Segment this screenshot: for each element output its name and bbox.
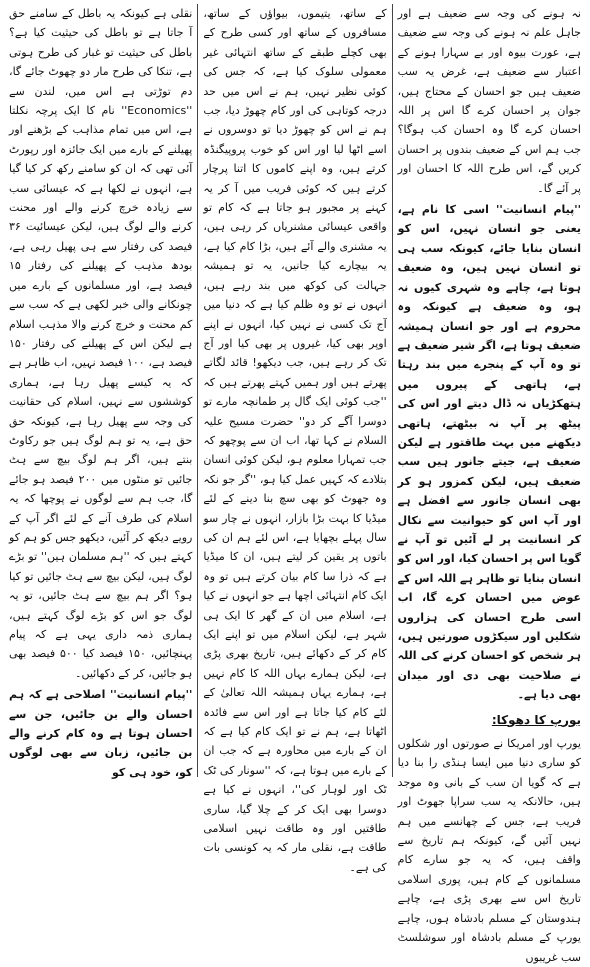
column-right xyxy=(393,4,586,964)
column-left xyxy=(4,4,197,777)
paragraph: نہ ہونے کی وجہ سے ضعیف ہے اور جاہل علم نہ ہونے کی وجہ سے ضعیف ہے، عورت بیوہ اور بے سہارا ہونے کے اعتبار سے ضعیف ہے، غرض یہ سب ضعیف ہیں جو احسان کے محتاج ہیں، جوان پر احسان کرے گا اس پر اللہ احسان کرے گا وہ احسان کب ہوگا؟ جب ہم اس کے ضعیف بندوں پر احسان کریں گے، اس طرح اللہ کا احسان اور پر آئے گا۔ xyxy=(397,7,581,195)
paragraph: کے ساتھ، یتیموں، بیواؤں کے ساتھ، مسافروں کے ساتھ اور کسی طرح کے بھی کچلے طبقے کے ساتھ انتہائی غیر معمولی سلوک کیا ہے، کہ جس کی کوئی نظیر نہیں، ہم نے اس میں حد درجہ کوتاہی کی اور کام چھوڑ دیا، جب ہم نے اس کو چھوڑ دیا تو دوسروں نے اسے اٹھا لیا اور اس کو خوب پروپیگنڈہ کرتے ہیں، وہ اپنے کاموں کا اتنا پرچار کرتے ہیں کہ کوئی فریب میں آ کر یہ کہنے پر مجبور ہو جاتا ہے کہ کام تو واقعی عیسائی مشنریاں کر رہی ہیں، یہ مشنری والے آئے ہیں، بڑا کام کیا ہے، یہ بیچارے کیا جانیں، یہ تو ہمیشہ جہالت کی کوکھ میں بند رہے ہیں، انہوں نے تو وہ ظلم کیا ہے کہ دنیا میں آج تک کسی نے نہیں کیا، انہوں نے اپنے اوپر بھی کیا، غیروں پر بھی کیا اور آج تک کر رہے ہیں، جب دیکھو! قائد لگاتے پھرتے ہیں اور ہمیں کہتے پھرتے ہیں کہ ''جب کوئی ایک گال پر طمانچہ مارے تو دوسرا آگے کر دو'' حضرت مسیح علیہ السلام نے کہا تھا، اب ان سے پوچھو کہ جب تمہارا معلوم ہو، لیکن کوئی انسان بتلادے کہ کہیں عمل کیا ہو، ''گر جو نکہ وہ جھوٹ کو بھی سچ بنا دینے کے لئے میڈیا کا بہت بڑا بازار، انہوں نے چار سو سال پہلے بچھایا ہے، اس لئے ہم ان کی باتوں پر یقین کر لیتے ہیں، ان کا میڈیا ہے کہ ذرا سا کام بیان کرتے ہیں تو وہ ایک کام انتہائی اچھا ہے جو انہوں نے کیا ہے، اسلام میں ان کے گھر کا ایک ہی شہر ہے، لیکن اسلام میں تو اپنے ایک کام کر کے دکھائے ہیں، تاریخ بھری پڑی ہے، لیکن ہمارے بہاں اللہ کا کام نہیں ہے، ہمارے یہاں ہمیشہ اللہ تعالیٰ کے لئے کام کیا جاتا ہے اور اس سے فائدہ اٹھاتا ہے، ہم نے تو ایک کام کیا ہے کہ ان کے بارے میں محاورہ ہے کہ جب ان کے بارے میں ہوتا ہے، کہ ''سونار کی ٹک ٹک اور لوہار کی''، انہوں نے کیا ہے دوسرا بھی ایک کر کے چلا گیا، ساری طاقتیں اور وہ طاقت نہیں اسلامی طاقت ہے، نقلی مار کہ یہ کونسی بات کی ہے۔ xyxy=(203,7,387,874)
paragraph: یورپ اور امریکا نے صورتوں اور شکلوں کو ساری دنیا میں ایسا ہنڈی را بنا دیا ہے کہ گویا ان سب کے بانی وہ موجد ہیں، حالانکہ یہ سب سراپا جھوٹ اور فریب ہے، جس کے چھانسے میں ہم نہیں آئیں گے، کیونکہ ہم تاریخ سے واقف ہیں، کہ یہ جو سارے کام مسلمانوں کے کام ہیں، پوری اسلامی تاریخ اس سے بھری پڑی ہے، چاہے ہندوستان کے مسلم بادشاہ ہوں، چاہے یورپ کے مسلم بادشاہ اور سوشلسٹ سب غریبوں xyxy=(397,737,581,964)
paragraph: ''پیام انسانیت'' اصلاحی ہے کہ ہم احسان والے بن جائیں، جن سے احسان ہوتا ہے وہ کام کرنے والے بن جائیں، زبان سے بھی لوگوں کو، خود ہی کو xyxy=(9,688,193,779)
paragraph: نقلی ہے کیونکہ یہ باطل کے سامنے حق آ جاتا ہے تو باطل کی حیثیت کیا ہے؟ باطل کی حیثیت تو غبار کی طرح ہوتی ہے، تنکا کی طرح مار دو چھوٹ جائے گا، دم توڑتی ہے اس میں، لندن سے ''Economics'' نام کا ایک پرچہ نکلتا ہے، اس میں تمام مذاہب کے بڑھنے اور پھیلنے کے بارے میں ایک جائزہ اور رپورٹ آئی تھی کہ ان کو سامنے رکھ کر کیا گیا ہے، انہوں نے لکھا ہے کہ عیسائی سب سے زیادہ خرچ کرنے والے اور محنت کرنے والے لوگ ہیں، لیکن عیسائیت ۳۶ فیصد کی رفتار سے ہی پھیل رہی ہے، بودھ مذہب کے پھیلنے کی رفتار ۱۵ فیصد ہے، اور مسلمانوں کے بارے میں چونکانے والی خبر لکھی ہے کہ سب سے کم محنت و خرچ کرنے والا مذہب اسلام ہے لیکن اس کے پھیلنے کی رفتار ۱۵۰ فیصد ہے، ۱۰۰ فیصد نہیں، اب ظاہر ہے کہ یہ کیسے پھیل رہا ہے، ہماری کوششوں سے نہیں، اسلام کی حقانیت کی وجہ سے پھیل رہا ہے، کیونکہ حق حق ہے، یہ تو ہم لوگ ہیں جو رکاوٹ بنتے ہیں، اگر ہم لوگ بیچ سے ہٹ جائیں تو منٹوں میں ۲۰۰ فیصد ہو جائے گا، جب ہم سے لوگوں نے پوچھا کہ یہ اسلام کی طرف آنے کے لئے اگر آپ کے رویے دیکھ کر آئیں، دیکھو جس کو ہم کو کہتے ہیں کہ ''ہم مسلمان ہیں'' تو بڑے لوگ ہیں، لیکن بیچ سے ہٹ جائیں تو کیا ہو؟ اگر ہم بیچ سے ہٹ جائیں، تو یہ لوگ جو اس کو بڑے لوگ کہتے ہیں، ہماری ذمہ داری یہی ہے کہ پیام پہنچائیں، ۱۵۰ فیصد کیا ۵۰۰ فیصد بھی ہو جائیں، کر کے دکھائیں۔ xyxy=(9,7,193,680)
column-middle xyxy=(198,4,391,874)
section-heading: یورپ کا دھوکا: xyxy=(491,712,581,727)
paragraph: ''پیام انسانیت'' اسی کا نام ہے، یعنی جو انسان نہیں، اس کو انسان بنایا جائے، کیونکہ سب ہی تو انسان نہیں ہیں، وہ ضعیف ہوتا ہے، چاہے وہ شہری کیوں نہ ہو، وہ ضعیف ہے کیونکہ وہ محروم ہے اور جو انسان ہمیشہ ضعیف ہوتا ہے، اگر شیر ضعیف ہے تو وہ آپ کے پنجرے میں بند رہتا ہے، ہاتھی کے پیروں میں ہتھکڑیاں نہ ڈال دیتے اور اس کی پیٹھ پر آپ نہ بیٹھتے، ہاتھی دیکھنے میں بہت طاقتور ہے لیکن ضعیف ہے، جیتے جانور ہیں سب ضعیف ہیں، لیکن کمزور ہو کر بھی انسان جانور سے افضل ہے اور آپ اس کو حیوانیت سے نکال کر انسانیت پر لے آئیں تو آپ نے گویا اس پر احسان کیا، اور اس کو انسان بنایا تو ظاہر ہے اللہ اس کے عوض میں احسان کرے گا، اب اسی طرح احسان کی ہزاروں شکلیں اور سیکڑوں صورتیں ہیں، ہر شخص کو احسان کرنے کی اللہ نے صلاحیت بھی دی اور میدان بھی دیا ہے۔ xyxy=(397,203,581,702)
